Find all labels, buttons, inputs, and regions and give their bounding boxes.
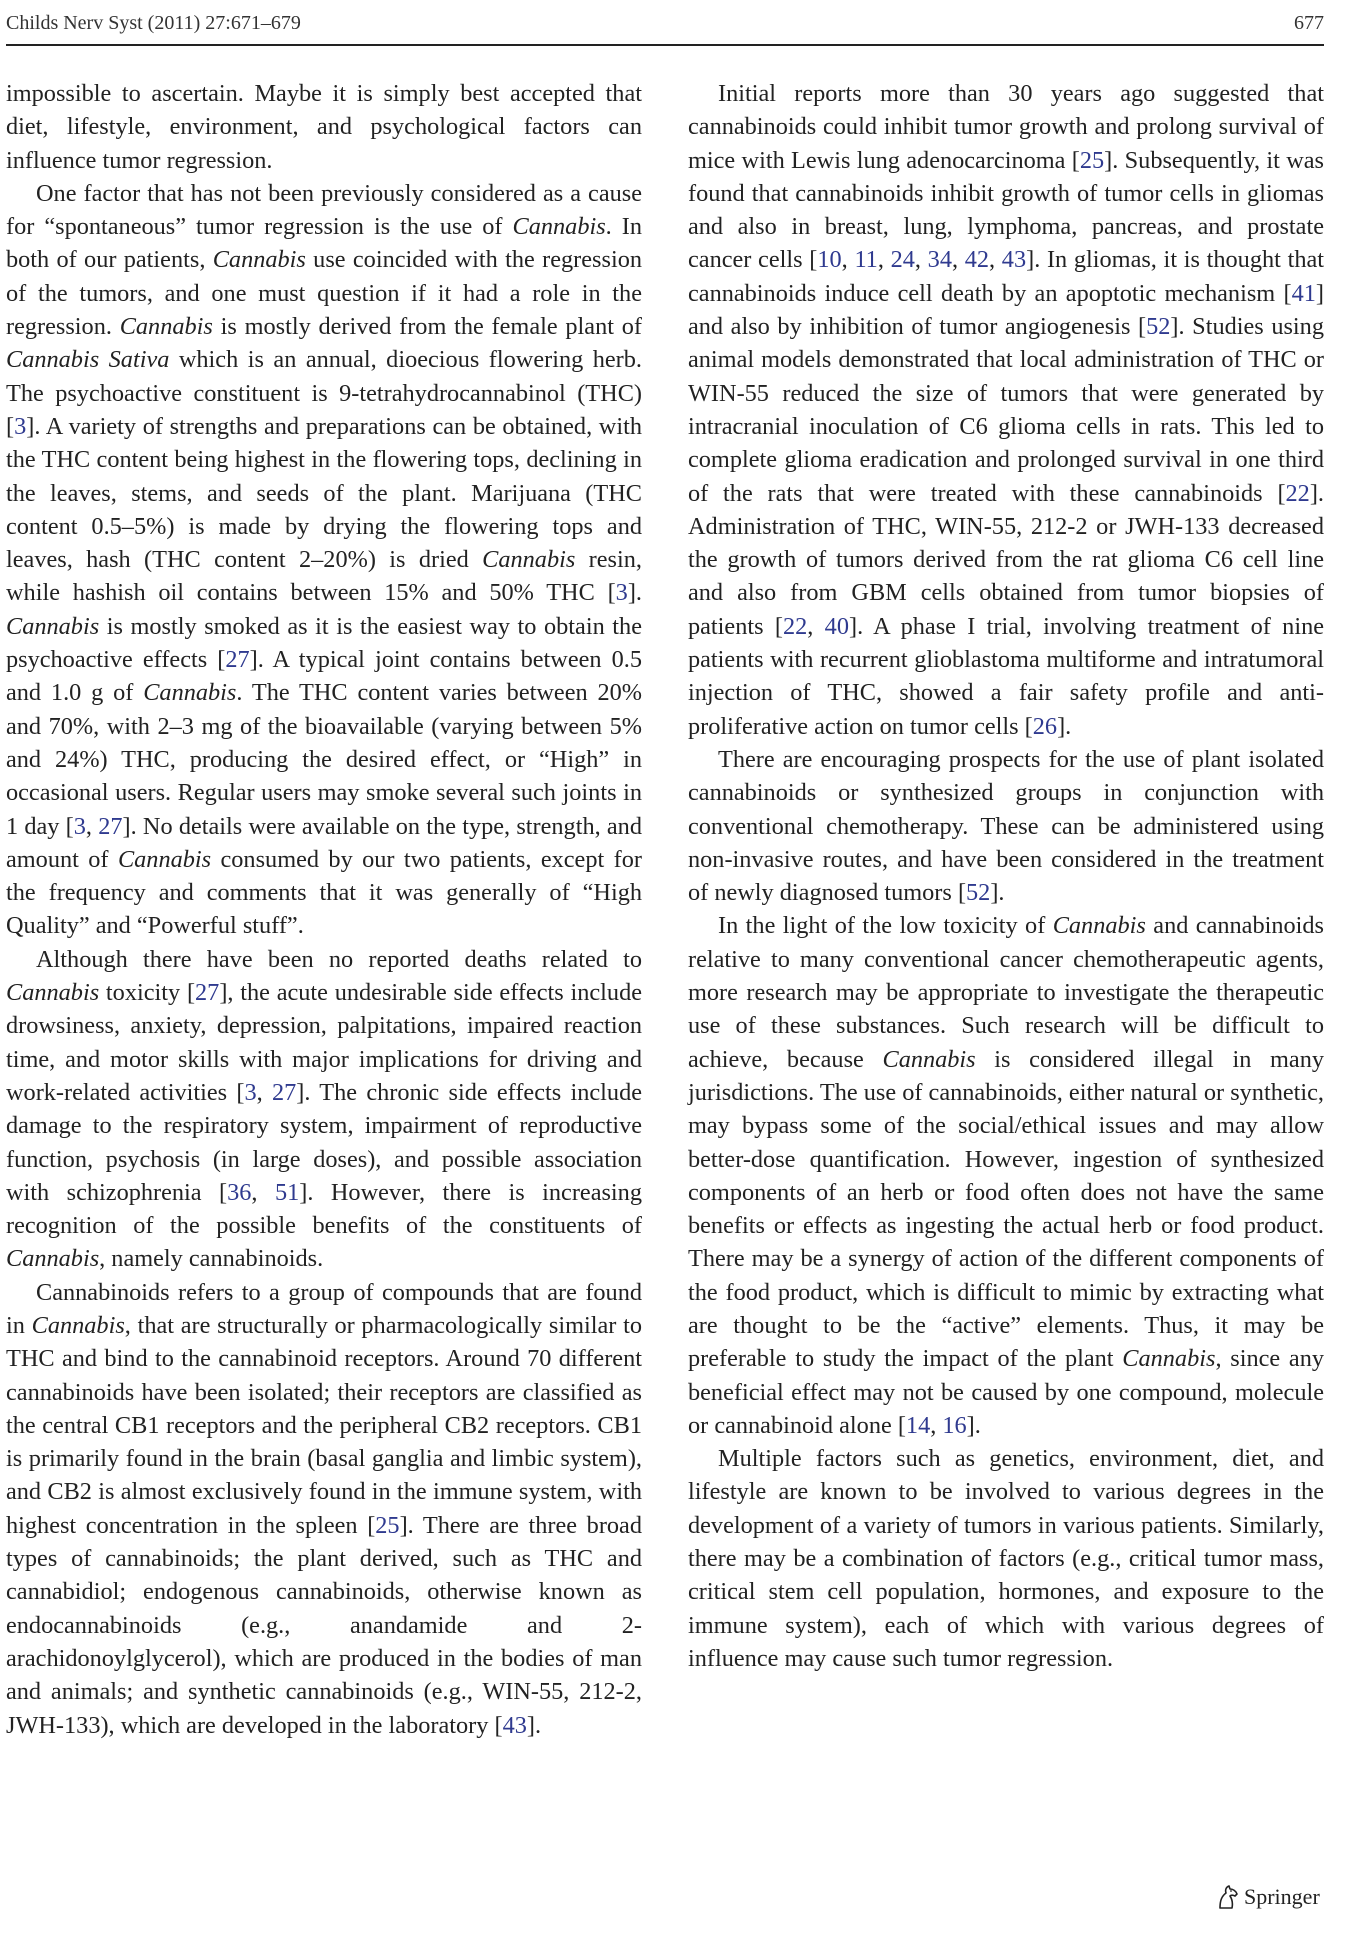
reference-link[interactable]: 3 [73,812,86,840]
reference-link[interactable]: 43 [1001,246,1027,274]
journal-citation: Childs Nerv Syst (2011) 27:671–679 [6,12,301,34]
reference-link[interactable]: 3 [14,412,27,440]
paragraph: Cannabinoids refers to a group of compounds that are found in Cannabis, that are structurally or pharmacologically similar to THC and bind to the cannabinoid receptors. Around 70 different cannabinoids have been isolated; their receptors are classified as the central CB1 receptors and the peripheral CB2 receptors. CB1 is primarily found in the brain (basal ganglia and limbic system), and CB2 is almost exclusively found in the immune system, with highest concentration in the spleen [25]. There are three broad types of cannabinoids; the plant derived, such as THC and cannabidiol; endogenous cannabinoids, otherwise known as endocannabinoids (e.g., anandamide and 2-arachidonoylglycerol), which are produced in the bodies of man and animals; and synthetic cannabinoids (e.g., WIN-55, 212-2, JWH-133), which are developed in the laboratory [43]. [6,1278,642,1739]
italic-term: Cannabis [119,313,213,341]
paragraph: Initial reports more than 30 years ago suggested that cannabinoids could inhibit tumor growth and prolong survival of mice with Lewis lung adenocarcinoma [25]. Subsequently, it was found that cannabinoids inhibit growth of tumor cells in gliomas and also in breast, lung, lymphoma, pancreas, and prostate cancer cells [10, 11, 24, 34, 42, 43]. In gliomas, it is thought that cannabinoids induce cell death by an apoptotic mechanism [41] and also by inhibition of tumor angiogenesis [52]. Studies using animal models demonstrated that local administration of THC or WIN-55 reduced the size of tumors that were generated by intracranial inoculation of C6 glioma cells in rats. This led to complete glioma eradication and prolonged survival in one third of the rats that were treated with these cannabinoids [22]. Administration of THC, WIN-55, 212-2 or JWH-133 decreased the growth of tumors derived from the rat glioma C6 cell line and also from GBM cells obtained from tumor biopsies of patients [22, 40]. A phase I trial, involving treatment of nine patients with recurrent glioblastoma multiforme and intratumoral injection of THC, showed a fair safety profile and anti-proliferative action on tumor cells [26]. [688,80,1325,740]
italic-term: Cannabis [31,1311,125,1339]
page-number: 677 [1294,12,1324,34]
paragraph: There are encouraging prospects for the use of plant isolated cannabinoids or synthesized groups in conjunction with conventional chemotherapy. These can be administered using non-invasive routes, and have been considered in the treatment of newly diagnosed tumors [52]. [688,745,1324,907]
reference-link[interactable]: 3 [615,579,628,607]
right-column [688,77,1324,1675]
reference-link[interactable]: 25 [375,1511,400,1539]
italic-term: Cannabis [143,679,237,707]
reference-link[interactable]: 27 [98,812,123,840]
reference-link[interactable]: 27 [225,646,250,674]
reference-link[interactable]: 22 [782,612,808,640]
reference-link[interactable]: 22 [1285,479,1310,507]
italic-term: Cannabis [117,845,212,873]
paragraph: impossible to ascertain. Maybe it is simply best accepted that diet, lifestyle, environment, and psychological factors can influence tumor regression. [6,80,642,174]
italic-term: Cannabis [1052,912,1146,940]
reference-link[interactable]: 34 [927,246,952,274]
italic-term: Cannabis Sativa [6,346,170,374]
italic-term: Cannabis [212,246,306,274]
running-header [6,12,1324,35]
reference-link[interactable]: 3 [244,1078,257,1106]
reference-link[interactable]: 36 [227,1178,252,1206]
reference-link[interactable]: 43 [502,1711,527,1739]
reference-link[interactable]: 26 [1032,712,1058,740]
paragraph: Although there have been no reported deaths related to Cannabis toxicity [27], the acute undesirable side effects include drowsiness, anxiety, depression, palpitations, impaired reaction time, and motor skills with major implications for driving and work-related activities [3, 27]. The chronic side effects include damage to the respiratory system, impairment of reproductive function, psychosis (in large doses), and possible association with schizophrenia [36, 51]. However, there is increasing recognition of the possible benefits of the constituents of Cannabis, namely cannabinoids. [6,945,642,1273]
italic-term: Cannabis [512,213,606,241]
header-rule [6,44,1324,46]
reference-link[interactable]: 27 [195,979,220,1007]
reference-link[interactable]: 10 [817,246,842,274]
reference-link[interactable]: 52 [966,879,991,907]
reference-link[interactable]: 16 [942,1411,967,1439]
reference-link[interactable]: 14 [905,1411,931,1439]
italic-term: Cannabis [6,612,100,640]
reference-link[interactable]: 27 [272,1078,297,1106]
italic-term: Cannabis [6,979,100,1007]
reference-link[interactable]: 41 [1291,279,1316,307]
paragraph: One factor that has not been previously considered as a cause for “spontaneous” tumor regression is the use of Cannabis. In both of our patients, Cannabis use coincided with the regression of the tumors, and one must question if it had a role in the regression. Cannabis is mostly derived from the female plant of Cannabis Sativa which is an annual, dioecious flowering herb. The psychoactive constituent is 9-tetrahydrocannabinol (THC) [3]. A variety of strengths and preparations can be obtained, with the THC content being highest in the flowering tops, declining in the leaves, stems, and seeds of the plant. Marijuana (THC content 0.5–5%) is made by drying the flowering tops and leaves, hash (THC content 2–20%) is dried Cannabis resin, while hashish oil contains between 15% and 50% THC [3]. Cannabis is mostly smoked as it is the easiest way to obtain the psychoactive effects [27]. A typical joint contains between 0.5 and 1.0 g of Cannabis. The THC content varies between 20% and 70%, with 2–3 mg of the bioavailable (varying between 5% and 24%) THC, producing the desired effect, or “High” in occasional users. Regular users may smoke several such joints in 1 day [3, 27]. No details were available on the type, strength, and amount of Cannabis consumed by our two patients, except for the frequency and comments that it was generally of “High Quality” and “Powerful stuff”. [6,179,642,940]
reference-link[interactable]: 40 [824,612,849,640]
italic-term: Cannabis [1122,1345,1216,1373]
publisher-name: Springer [1244,1884,1320,1909]
reference-link[interactable]: 25 [1079,146,1105,174]
italic-term: Cannabis [482,546,576,574]
publisher-footer [1216,1884,1320,1910]
springer-horse-icon [1216,1884,1240,1910]
reference-link[interactable]: 52 [1146,313,1171,341]
reference-link[interactable]: 42 [964,246,990,274]
reference-link[interactable]: 24 [890,246,915,274]
paragraph: Multiple factors such as genetics, environment, diet, and lifestyle are known to be involved to various degrees in the development of a variety of tumors in various patients. Similarly, there may be a combination of factors (e.g., critical tumor mass, critical stem cell population, hormones, and exposure to the immune system), each of which with various degrees of influence may cause such tumor regression. [688,1445,1324,1672]
italic-term: Cannabis [6,1245,100,1273]
italic-term: Cannabis [882,1045,976,1073]
reference-link[interactable]: 51 [274,1178,300,1206]
left-column [6,77,642,1742]
paragraph: In the light of the low toxicity of Cannabis and cannabinoids relative to many conventional cancer chemotherapeutic agents, more research may be appropriate to investigate the therapeutic use of these substances. Such research will be difficult to achieve, because Cannabis is considered illegal in many jurisdictions. The use of cannabinoids, either natural or synthetic, may bypass some of the social/ethical issues and may allow better-dose quantification. However, ingestion of synthesized components of an herb or food often does not have the same benefits or effects as ingesting the actual herb or food product. There may be a synergy of action of the different components of the food product, which is difficult to mimic by extracting what are thought to be the “active” elements. Thus, it may be preferable to study the impact of the plant Cannabis, since any beneficial effect may not be caused by one compound, molecule or cannabinoid alone [14, 16]. [688,912,1325,1439]
reference-link[interactable]: 11 [854,246,878,274]
